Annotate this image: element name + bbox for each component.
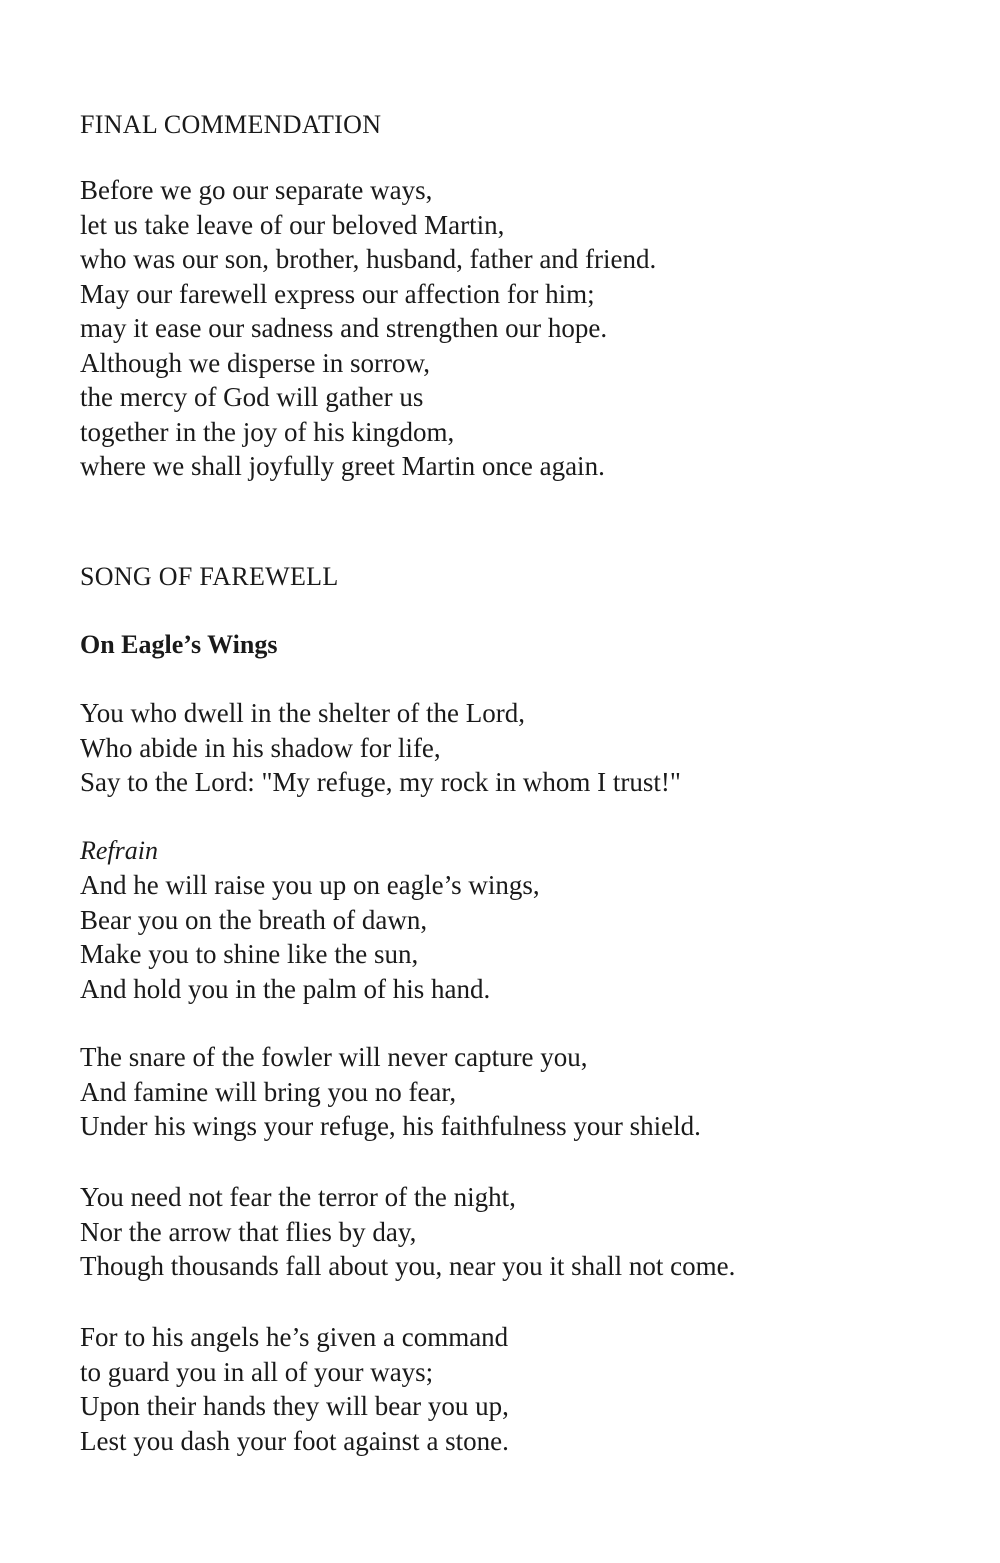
lyric-line: to guard you in all of your ways;	[80, 1356, 434, 1387]
prayer-line: may it ease our sadness and strengthen our hope.	[80, 313, 608, 343]
prayer-line: let us take leave of our beloved Martin,	[80, 209, 505, 240]
lyric-line: And he will raise you up on eagle’s wings,	[80, 870, 540, 900]
lyric-line: Upon their hands they will bear you up,	[80, 1391, 509, 1421]
lyric-line: Who abide in his shadow for life,	[80, 732, 441, 763]
refrain	[80, 868, 540, 1006]
verse-3	[80, 1180, 735, 1284]
refrain-label: Refrain	[80, 836, 158, 865]
final-commendation-heading: FINAL COMMENDATION	[80, 110, 382, 139]
lyric-line: You need not fear the terror of the night,	[80, 1182, 516, 1212]
verse-4	[80, 1320, 509, 1458]
lyric-line: Make you to shine like the sun,	[80, 939, 419, 969]
prayer-line: who was our son, brother, husband, father and friend.	[80, 244, 657, 274]
lyric-line: Lest you dash your foot against a stone.	[80, 1425, 509, 1456]
lyric-line: And hold you in the palm of his hand.	[80, 973, 491, 1004]
prayer-line: the mercy of God will gather us	[80, 382, 424, 412]
lyric-line: You who dwell in the shelter of the Lord,	[80, 698, 525, 728]
prayer-line: together in the joy of his kingdom,	[80, 416, 455, 447]
commendation-prayer	[80, 173, 656, 484]
prayer-line: May our farewell express our affection for him;	[80, 278, 595, 309]
lyric-line: Bear you on the breath of dawn,	[80, 904, 428, 935]
prayer-line: Although we disperse in sorrow,	[80, 347, 430, 378]
lyric-line: Though thousands fall about you, near you it shall not come.	[80, 1251, 736, 1281]
verse-1	[80, 696, 681, 800]
lyric-line: The snare of the fowler will never capture you,	[80, 1042, 588, 1072]
lyric-line: Nor the arrow that flies by day,	[80, 1216, 417, 1247]
song-of-farewell-heading: SONG OF FAREWELL	[80, 562, 339, 591]
lyric-line: For to his angels he’s given a command	[80, 1322, 509, 1352]
prayer-line: where we shall joyfully greet Martin once again.	[80, 451, 605, 481]
lyric-line: Say to the Lord: "My refuge, my rock in whom I trust!"	[80, 767, 681, 797]
lyric-line: And famine will bring you no fear,	[80, 1076, 457, 1107]
prayer-line: Before we go our separate ways,	[80, 175, 433, 205]
song-title: On Eagle’s Wings	[80, 630, 278, 659]
verse-2	[80, 1040, 701, 1144]
lyric-line: Under his wings your refuge, his faithfulness your shield.	[80, 1111, 701, 1141]
